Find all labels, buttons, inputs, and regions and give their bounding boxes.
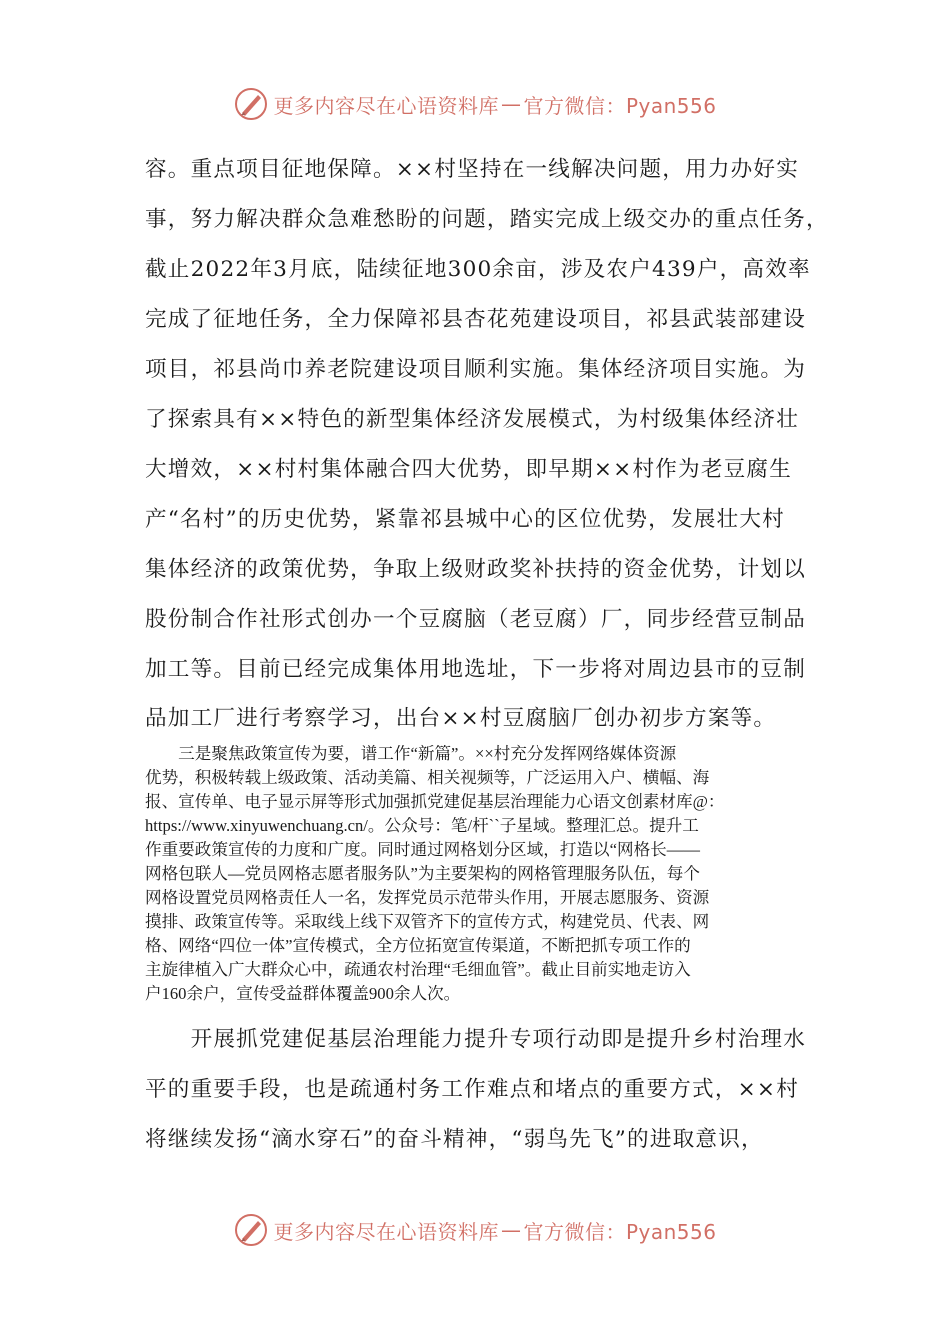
- pen-logo-icon: [233, 1212, 269, 1248]
- watermark-separator: —: [500, 92, 522, 116]
- watermark-separator: —: [500, 1218, 522, 1242]
- text-line: 户160余户，宣传受益群体覆盖900余人次。: [145, 984, 461, 1003]
- text-line: 截止2022年3月底，陆续征地300余亩，涉及农户439户，高效率: [145, 257, 811, 282]
- text-line: 优势，积极转载上级政策、活动美篇、相关视频等，广泛运用入户、横幅、海: [145, 768, 710, 787]
- text-line: 了探索具有××特色的新型集体经济发展模式，为村级集体经济壮: [145, 407, 800, 432]
- footer-watermark: [0, 1210, 950, 1250]
- text-line: 网格设置党员网格责任人一名，发挥党员示范带头作用，开展志愿服务、资源: [145, 888, 710, 907]
- text-line: 格、网络“四位一体”宣传模式，全方位拓宽宣传渠道，不断把抓专项工作的: [145, 936, 691, 955]
- text-line: 主旋律植入广大群众心中，疏通农村治理“毛细血管”。截止目前实地走访入: [145, 960, 691, 979]
- text-line: 网格包联人—党员网格志愿者服务队”为主要架构的网格管理服务队伍，每个: [145, 864, 700, 883]
- text-line: 产“名村”的历史优势，紧靠祁县城中心的区位优势，发展壮大村: [145, 507, 785, 532]
- watermark-brand: 更多内容尽在心语资料库: [273, 93, 499, 118]
- text-line: 容。重点项目征地保障。××村坚持在一线解决问题，用力办好实: [145, 157, 800, 182]
- text-line: 开展抓党建促基层治理能力提升专项行动即是提升乡村治理水: [145, 1027, 807, 1052]
- text-line: 股份制合作社形式创办一个豆腐脑（老豆腐）厂，同步经营豆制品: [145, 607, 807, 632]
- text-line: 大增效，××村村集体融合四大优势，即早期××村作为老豆腐生: [145, 457, 793, 482]
- text-line: 将继续发扬“滴水穿石”的奋斗精神，“弱鸟先飞”的进取意识，: [145, 1127, 764, 1152]
- watermark-contact: 官方微信：Pyan556: [523, 93, 717, 118]
- text-line: 摸排、政策宣传等。采取线上线下双管齐下的宣传方式，构建党员、代表、网: [145, 912, 710, 931]
- text-line: 平的重要手段，也是疏通村务工作难点和堵点的重要方式，××村: [145, 1077, 800, 1102]
- text-line: https://www.xinyuwenchuang.cn/。公众号：笔/杆``子星域。整理汇总。提升工: [145, 816, 699, 835]
- text-line: 集体经济的政策优势，争取上级财政奖补扶持的资金优势，计划以: [145, 557, 807, 582]
- text-line: 报、宣传单、电子显示屏等形式加强抓党建促基层治理能力心语文创素材库@：: [145, 792, 725, 811]
- text-line: 加工等。目前已经完成集体用地选址，下一步将对周边县市的豆制: [145, 657, 807, 682]
- header-watermark: [0, 84, 950, 124]
- watermark-brand: 更多内容尽在心语资料库: [273, 1219, 499, 1244]
- pen-logo-icon: [233, 86, 269, 122]
- text-line: 项目，祁县尚巾养老院建设项目顺利实施。集体经济项目实施。为: [145, 357, 807, 382]
- text-line: 品加工厂进行考察学习，出台××村豆腐脑厂创办初步方案等。: [145, 706, 777, 731]
- text-line: 完成了征地任务，全力保障祁县杏花苑建设项目，祁县武装部建设: [145, 307, 807, 332]
- text-line: 三是聚焦政策宣传为要，谱工作“新篇”。××村充分发挥网络媒体资源: [145, 744, 677, 763]
- text-line: 作重要政策宣传的力度和广度。同时通过网格划分区域，打造以“网格长——: [145, 840, 700, 859]
- watermark-contact: 官方微信：Pyan556: [523, 1219, 717, 1244]
- text-line: 事，努力解决群众急难愁盼的问题，踏实完成上级交办的重点任务，: [145, 207, 829, 232]
